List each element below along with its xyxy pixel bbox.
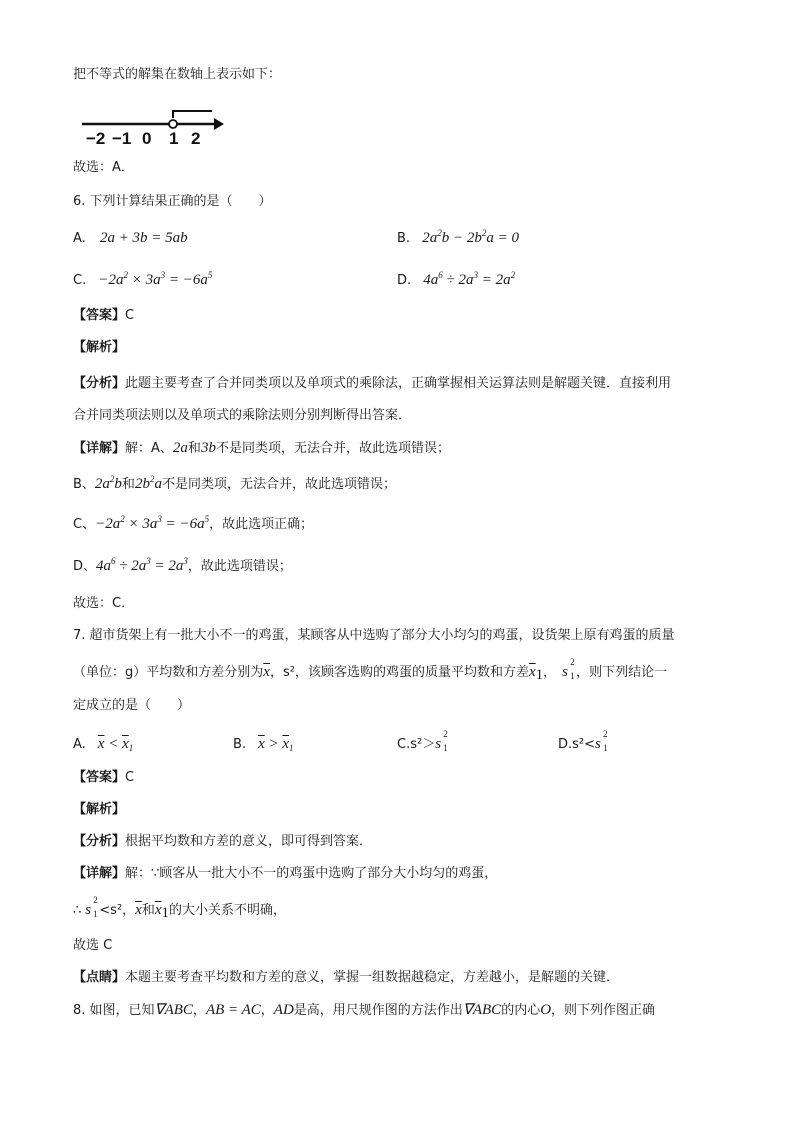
open-point	[169, 120, 177, 128]
q6-option-d: D. $4a^6 \div 2a^3 = 2a^2$	[397, 270, 516, 288]
q7-stem-line1: 7. 超市货架上有一批大小不一的鸡蛋，某顾客从中选购了部分大小均匀的鸡蛋，设货架上原有鸡蛋的质量	[73, 628, 675, 643]
intro-text: 把不等式的解集在数轴上表示如下：	[73, 67, 282, 82]
q7-option-a: A. $\overline{x} < \overline{x}_1$	[73, 736, 134, 753]
q7-option-b: B. $\overline{x} > \overline{x}_1$	[233, 736, 294, 753]
q8-stem: 8. 如图，已知∇ABC，AB = AC，AD是高，用尺规作图的方法作出∇ABC的内心O，则下列作图正确	[73, 1002, 656, 1018]
q6-stem: 6. 下列计算结果正确的是（ ）	[73, 194, 272, 209]
q6-detail-a: 【详解】解：A、2a和3b不是同类项，无法合并，故此选项错误；	[73, 440, 450, 456]
tick-label: −2	[86, 129, 106, 148]
q6-answer: 【答案】C	[73, 308, 135, 323]
tick-label: 2	[191, 129, 201, 148]
tick-label: −1	[112, 129, 132, 148]
tick-label: 0	[142, 129, 152, 148]
q5-conclusion: 故选：A．	[73, 160, 134, 175]
q6-option-a: A. 2a + 3b = 5ab	[73, 230, 188, 246]
tick-label: 1	[169, 129, 179, 148]
q6-option-b: B. $2a^2b - 2b^2a = 0$	[397, 228, 519, 246]
q7-key-point: 【点睛】本题主要考查平均数和方差的意义，掌握一组数据越稳定，方差越小，是解题的关键．	[73, 970, 620, 985]
q6-detail-b: B、$2a^2b$和$2b^2a$不是同类项，无法合并，故此选项错误；	[73, 474, 396, 492]
q6-detail-d: D、$4a^6 \div 2a^3 = 2a^3$，故此选项错误；	[73, 556, 292, 574]
q6-conclusion: 故选：C．	[73, 596, 135, 611]
q6-option-c: C. $-2a^2 \times 3a^3 = -6a^5$	[73, 270, 213, 288]
number-line-figure	[80, 106, 230, 148]
q7-option-c: C.s²＞s 2 1	[397, 729, 448, 753]
q7-analysis-heading: 【解析】	[73, 802, 126, 817]
q7-detail-2: ∴ s 2 1 <s²，$\overline{x}$和$\overline{x}_1$的大小关系不明确，	[73, 895, 287, 921]
q6-analysis-line1: 【分析】此题主要考查了合并同类项以及单项式的乘除法，正确掌握相关运算法则是解题关键．直接利用	[73, 376, 672, 391]
solution-ray	[173, 111, 212, 118]
q6-analysis-heading: 【解析】	[73, 340, 126, 355]
q6-detail-c: C、$-2a^2 \times 3a^3 = -6a^5$，故此选项正确；	[73, 514, 314, 532]
q7-analysis: 【分析】根据平均数和方差的意义，即可得到答案．	[73, 834, 373, 849]
q6-analysis-line2: 合并同类项法则以及单项式的乘除法则分别判断得出答案．	[73, 408, 412, 423]
number-line-arrow	[214, 118, 224, 130]
q7-detail-1: 【详解】解：∵顾客从一批大小不一的鸡蛋中选购了部分大小均匀的鸡蛋，	[73, 866, 498, 881]
q7-conclusion: 故选 C	[73, 938, 113, 953]
q7-stem-line3: 定成立的是（ ）	[73, 698, 191, 713]
q7-answer: 【答案】C	[73, 770, 135, 785]
q7-stem-line2: （单位：g）平均数和方差分别为$\overline{x}$，s²，该顾客选购的鸡蛋的质量平均数和方差$\overline{x}_1$， s 2 1 ，则下列结论一	[73, 657, 668, 683]
q7-option-d: D.s²<s 2 1	[558, 729, 608, 753]
